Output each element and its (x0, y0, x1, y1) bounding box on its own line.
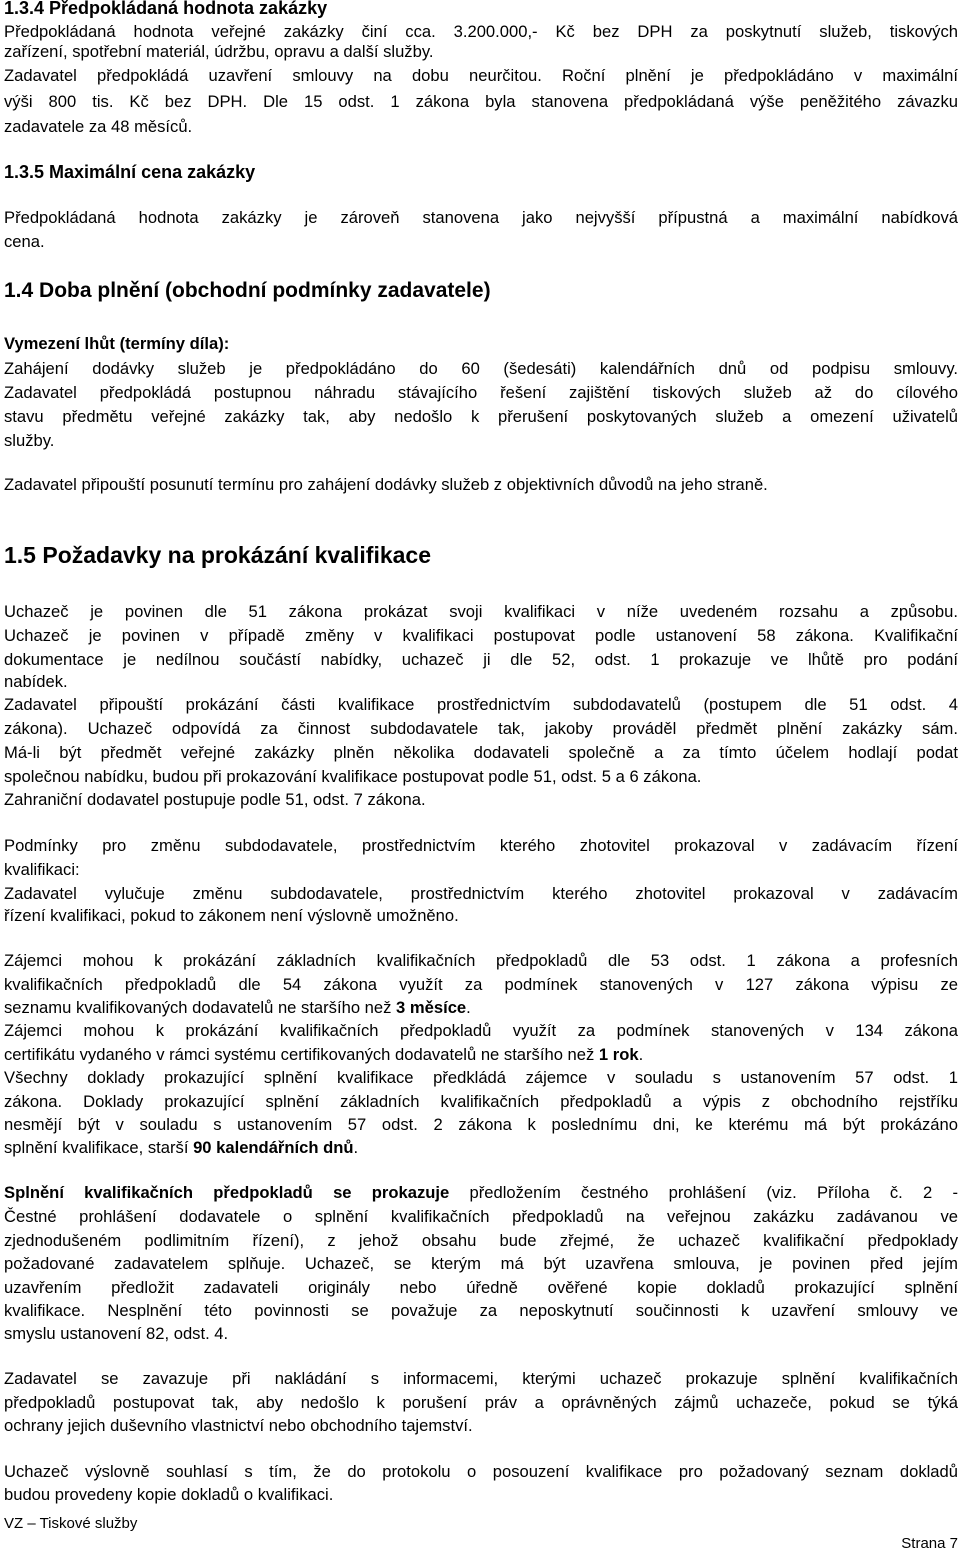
text-span: předložením čestného prohlášení (viz. Příloha č. 2 - (449, 1183, 958, 1202)
text-line: Uchazeč je povinen dle 51 zákona prokázat svoji kvalifikaci v níže uvedeném rozsahu a způsobu. (4, 602, 958, 621)
text-line: nabídek. (4, 672, 68, 691)
text-line: nesmějí být v souladu s ustanovením 57 odst. 2 zákona k poslednímu dni, ke kterému má být prokázáno (4, 1115, 958, 1134)
text-line: Zadavatel připouští prokázání části kvalifikace prostřednictvím subdodavatelů (postupem dle 51 odst. 4 (4, 695, 958, 714)
text-line: Všechny doklady prokazující splnění kvalifikace předkládá zájemce v souladu s ustanovením 57 odst. 1 (4, 1068, 958, 1087)
page-number: Strana 7 (901, 1535, 958, 1552)
text-line: Zadavatel předpokládá postupnou náhradu stávajícího řešení zajištění tiskových služeb až do cílového (4, 383, 958, 402)
text-line (4, 1045, 643, 1065)
bold-span: Splnění kvalifikačních předpokladů se prokazuje (4, 1183, 450, 1202)
text-line: Má-li být předmět veřejné zakázky plněn několika dodavateli společně a za tímto účelem hodlají podat (4, 743, 958, 762)
text-line (4, 998, 471, 1018)
text-line: Uchazeč je povinen v případě změny v kvalifikaci postupovat podle ustanovení 58 zákona. Kvalifikační (4, 626, 958, 645)
text-line (4, 1183, 958, 1203)
text-span: . (638, 1045, 644, 1064)
text-line: zařízení, spotřební materiál, údržbu, opravu a další služby. (4, 42, 434, 61)
text-line: budou provedeny kopie dokladů o kvalifikaci. (4, 1485, 334, 1504)
text-line: služby. (4, 431, 55, 450)
text-line: Zadavatel předpokládá uzavření smlouvy na dobu neurčitou. Roční plnění je předpokládáno v maximální (4, 66, 958, 85)
text-line: výši 800 tis. Kč bez DPH. Dle 15 odst. 1 zákona byla stanovena předpokládaná výše peněžitého závazku (4, 92, 958, 111)
text-line: uzavřením předložit zadavateli originály nebo úředně ověřené kopie dokladů prokazující splnění (4, 1278, 958, 1297)
section-heading-1-3-5: 1.3.5 Maximální cena zakázky (4, 162, 256, 182)
text-span: certifikátu vydaného v rámci systému certifikovaných dodavatelů ne staršího než (4, 1045, 599, 1064)
text-line: Zájemci mohou k prokázání kvalifikačních předpokladů využít za podmínek stanovených v 134 zákona (4, 1021, 958, 1040)
text-line: ochrany jejich duševního vlastnictví nebo obchodního tajemství. (4, 1416, 473, 1435)
text-line: Zadavatel se zavazuje při nakládání s informacemi, kterými uchazeč prokazuje splnění kvalifikačních (4, 1369, 958, 1388)
bold-span: 1 rok (598, 1045, 639, 1064)
section-heading-1-3-4: 1.3.4 Předpokládaná hodnota zakázky (4, 0, 328, 18)
text-line: požadované zadavatelem splňuje. Uchazeč, se kterým má být uzavřena smlouva, je povinen před jejím (4, 1254, 958, 1273)
text-line: společnou nabídku, budou při prokazování kvalifikace postupovat podle 51, odst. 5 a 6 zákona. (4, 767, 702, 786)
bold-span: 3 měsíce (396, 998, 467, 1017)
text-line: Předpokládaná hodnota veřejné zakázky činí cca. 3.200.000,- Kč bez DPH za poskytnutí služeb, tiskových (4, 22, 958, 41)
text-line: řízení kvalifikaci, pokud to zákonem není výslovně umožněno. (4, 906, 459, 925)
bold-span: 90 kalendářních dnů (193, 1138, 354, 1157)
text-line: předpokladů postupovat tak, aby nedošlo k porušení práv a oprávněných zájmů uchazeče, pokud se týká (4, 1393, 958, 1412)
text-line (4, 1138, 358, 1158)
text-line: zadavatele za 48 měsíců. (4, 117, 193, 136)
text-line: zákona). Uchazeč odpovídá za činnost subdodavatele tak, jakoby prováděl předmět plnění zakázky sám. (4, 719, 958, 738)
section-heading-1-4: 1.4 Doba plnění (obchodní podmínky zadavatele) (4, 279, 491, 302)
text-line: Čestné prohlášení dodavatele o splnění kvalifikačních předpokladů na veřejnou zakázku zadávanou ve (4, 1207, 958, 1226)
text-line: zjednodušeném podlimitním řízení), z jehož obsahu bude zřejmé, že uchazeč kvalifikační předpoklady (4, 1231, 958, 1250)
text-line: zákona. Doklady prokazující splnění základních kvalifikačních předpokladů a výpis z obchodního rejstříku (4, 1092, 958, 1111)
text-line: cena. (4, 232, 45, 251)
text-line: kvalifikačních předpokladů dle 54 zákona využít za podmínek stanovených v 127 zákona výpisu ze (4, 975, 958, 994)
text-span: . (353, 1138, 359, 1157)
text-line: smyslu ustanovení 82, odst. 4. (4, 1324, 229, 1343)
text-line: Zadavatel vylučuje změnu subdodavatele, prostřednictvím kterého zhotovitel prokazoval v zadávacím (4, 884, 958, 903)
text-span: . (466, 998, 471, 1017)
text-line: Podmínky pro změnu subdodavatele, prostřednictvím kterého zhotovitel prokazoval v zadávacím řízení (4, 836, 958, 855)
section-heading-1-5: 1.5 Požadavky na prokázání kvalifikace (4, 542, 432, 568)
text-line: Zahraniční dodavatel postupuje podle 51, odst. 7 zákona. (4, 790, 426, 809)
text-line: stavu předmětu veřejné zakázky tak, aby nedošlo k přerušení poskytovaných služeb a omezení uživatelů (4, 407, 958, 426)
text-line: kvalifikaci: (4, 860, 80, 879)
text-line: kvalifikace. Nesplnění této povinnosti se považuje za neposkytnutí součinnosti k uzavření smlouvy ve (4, 1301, 958, 1320)
subheading-lhuty: Vymezení lhůt (termíny díla): (4, 334, 230, 353)
text-span: seznamu kvalifikovaných dodavatelů ne staršího než (4, 998, 397, 1017)
text-line: Zájemci mohou k prokázání základních kvalifikačních předpokladů dle 53 odst. 1 zákona a profesních (4, 951, 958, 970)
text-span: splnění kvalifikace, starší (4, 1138, 194, 1157)
text-line: Uchazeč výslovně souhlasí s tím, že do protokolu o posouzení kvalifikace pro požadovaný seznam dokladů (4, 1462, 958, 1481)
text-line: Zahájení dodávky služeb je předpokládáno do 60 (šedesáti) kalendářních dnů od podpisu smlouvy. (4, 359, 958, 378)
text-line: dokumentace je nedílnou součástí nabídky, uchazeč ji dle 52, odst. 1 prokazuje ve lhůtě pro podání (4, 650, 958, 669)
footer-title: VZ – Tiskové služby (4, 1515, 138, 1532)
text-line: Předpokládaná hodnota zakázky je zároveň stanovena jako nejvyšší přípustná a maximální nabídková (4, 208, 958, 227)
text-line: Zadavatel připouští posunutí termínu pro zahájení dodávky služeb z objektivních důvodů na jeho straně. (4, 475, 768, 494)
